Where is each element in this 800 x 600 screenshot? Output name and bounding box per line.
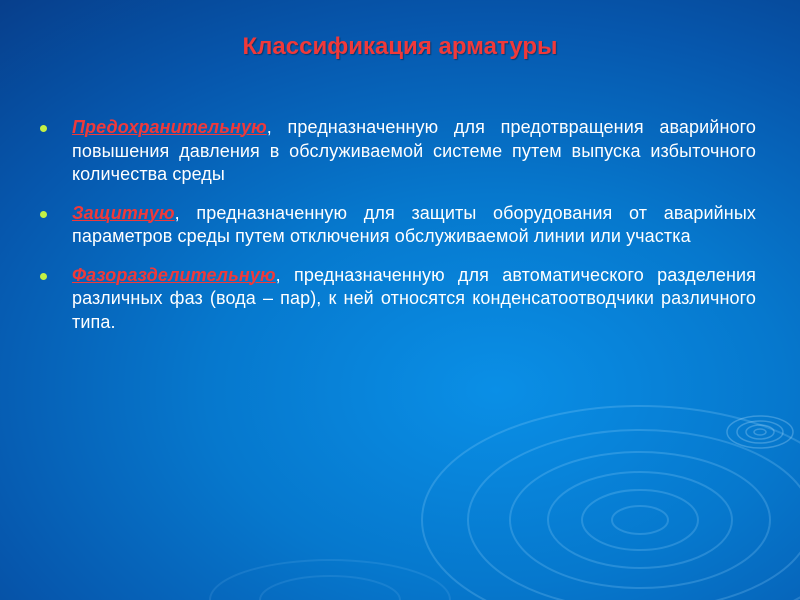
item-text <box>72 264 756 335</box>
classification-list <box>40 116 756 349</box>
bullet-dot-icon <box>40 211 47 218</box>
item-term: Защитную <box>72 202 175 223</box>
list-item <box>40 202 756 249</box>
item-description: , предназначенную для защиты оборудования от аварийных параметров среды путем отключения обслуживаемой линии или участка <box>72 202 756 246</box>
bullet-dot-icon <box>40 125 47 132</box>
item-term: Фазоразделительную <box>72 264 276 285</box>
item-text <box>72 202 756 249</box>
item-description: , предназначенную для автоматического разделения различных фаз (вода – пар), к ней относятся конденсатоотводчики различного типа. <box>72 264 756 332</box>
item-description: , предназначенную для предотвращения аварийного повышения давления в обслуживаемой системе путем выпуска избыточного количества среды <box>72 117 756 184</box>
item-text <box>72 116 756 187</box>
list-item <box>40 116 756 187</box>
item-term: Предохранительную <box>72 117 267 137</box>
slide-title: Классификация арматуры <box>242 33 558 60</box>
list-item <box>40 264 756 335</box>
bullet-dot-icon <box>40 273 47 280</box>
